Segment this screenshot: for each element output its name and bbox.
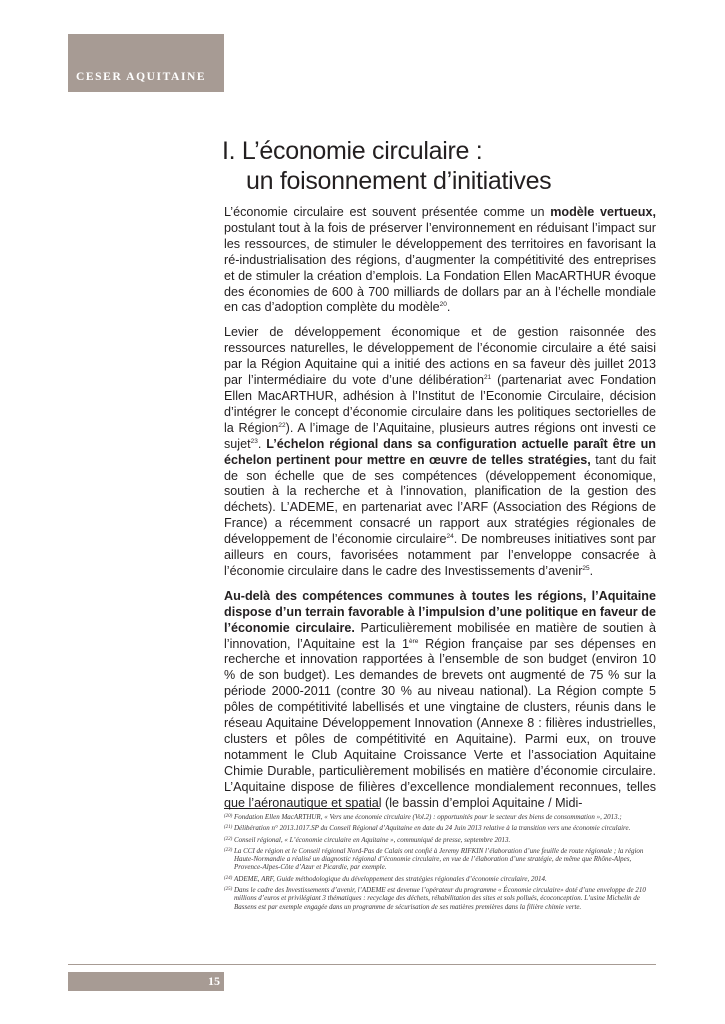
footnote-ref-21: 21 xyxy=(483,374,492,382)
footnote-25 xyxy=(224,886,656,911)
header-label: CESER AQUITAINE xyxy=(76,71,207,83)
p1-text-a: L’économie circulaire est souvent présentée comme un xyxy=(224,205,551,219)
p2-text-a: Levier de développement économique et de gestion raisonnée des ressources naturelles, le développement de l’économie circulaire a été saisi par la Région Aquitaine qui a initié des actions en sa faveur dès juillet 2013 par l’intermédiaire du vote d’une délibération xyxy=(224,325,656,388)
footnote-ref-20: 20 xyxy=(439,301,447,309)
footnote-22 xyxy=(224,836,656,844)
footnotes xyxy=(224,813,656,914)
footnote-text: ADEME, ARF, Guide méthodologique du développement des stratégies régionales d’économie circulaire, 2014. xyxy=(234,874,547,883)
paragraph-2 xyxy=(224,325,656,580)
p1-text-c: postulant tout à la fois de préserver l’environnement en réduisant l’impact sur les ressources, de stimuler le développement des territoires en favorisant la ré-industrialisation des régions, d’augmenter la compétitivité des entreprises et de stimuler la création d’emplois. La Fondation Ellen MacARTHUR évoque des économies de 600 à 700 milliards de dollars par an à l’échelle mondiale en cas d’adoption complète du modèle xyxy=(224,220,656,315)
p3-bold: Au-delà des compétences communes à toutes les régions, l’Aquitaine dispose d’un terrain favorable à l’impulsion d’une politique en faveur de l’économie circulaire. xyxy=(224,588,656,635)
footnote-text: Dans le cadre des Investissements d’avenir, l’ADEME est devenue l’opérateur du programme « Économie circulaire» doté d’une enveloppe de 210 millions d’euros et privilégiant 3 thématiques : recyclage des déchets, réhabilitation des sites et sols pollués, écoconception. L’usine Michelin de Bassens est par exemple engagée dans un programme de sécurisation de ses matières premières dans la filière chimie verte. xyxy=(234,886,646,911)
paragraph-3 xyxy=(224,589,656,812)
footnote-ref-24: 24 xyxy=(446,533,454,541)
footnote-20 xyxy=(224,813,656,821)
footnote-ref-22: 22 xyxy=(278,421,286,429)
title-line-1: I. L’économie circulaire : xyxy=(222,137,483,165)
footer-rule xyxy=(68,964,656,965)
footnote-23 xyxy=(224,847,656,872)
page-number: 15 xyxy=(208,974,220,988)
page-number-box xyxy=(68,972,224,991)
header-band xyxy=(68,34,224,92)
footnote-number: (20) xyxy=(224,814,233,819)
p2-bold: L’échelon régional dans sa configuration actuelle paraît être un échelon pertinent pour mettre en œuvre de telles stratégies, xyxy=(224,436,657,467)
p2-text-f: tant du fait de son échelle que de ses compétences (développement économique, soutien à la recherche et à l’innovation, planification de la gestion des déchets). L’ADEME, en partenariat avec l’ARF (Association des Régions de France) a récemment consacré un rapport aux stratégies régionales de développement de l’économie circulaire xyxy=(224,452,657,547)
footnote-text: La CCI de région et le Conseil régional Nord-Pas de Calais ont confié à Jeremy RIFKIN l’élaboration d’une feuille de route régionale ; la région Haute-Normandie a réalisé un diagnostic régional d’économie circulaire, en vue de l’élaboration d’une stratégie, de même que Rhône-Alpes, Provence-Alpes-Côte d’Azur et Picardie, par exemple. xyxy=(234,846,644,872)
section-title xyxy=(222,136,662,196)
footnote-text: Fondation Ellen MacARTHUR, « Vers une économie circulaire (Vol.2) : opportunités pour le secteur des biens de consommation », 2013.; xyxy=(234,813,622,821)
footnote-ref-25: 25 xyxy=(582,564,590,572)
p2-text-h: . xyxy=(589,563,594,578)
title-line-2: un foisonnement d’initiatives xyxy=(246,167,552,195)
body-text xyxy=(224,205,656,821)
footnote-number: (22) xyxy=(224,836,233,842)
p2-text-d: . xyxy=(257,436,267,451)
footnote-number: (25) xyxy=(224,887,233,893)
p2-text-g: . De nombreuses initiatives sont par ailleurs en cours, favorisées notamment par l’enveloppe consacrée à l’économie circulaire dans le cadre des Investissements d’avenir xyxy=(224,532,656,578)
ordinal-superscript: ère xyxy=(409,637,419,645)
p2-text-b: (partenariat avec Fondation Ellen MacARTHUR, adhésion à l’Institut de l’Economie Circulaire, décision d’intégrer le concept d’économie circulaire dans les politiques sectorielles de la Région xyxy=(224,373,656,435)
footnote-24 xyxy=(224,875,656,883)
paragraph-1 xyxy=(224,205,656,316)
footnote-number: (21) xyxy=(224,825,233,831)
p1-text-d: . xyxy=(446,300,451,315)
p1-bold: modèle vertueux, xyxy=(550,205,657,219)
footnote-ref-23: 23 xyxy=(250,437,258,445)
footnote-text: Délibération n° 2013.1017.SP du Conseil Régional d’Aquitaine en date du 24 Juin 2013 relative à la transition vers une économie circulaire. xyxy=(234,824,631,833)
p3-text-b: Particulièrement mobilisée en matière de soutien à l’innovation, l’Aquitaine est la 1 xyxy=(224,620,656,651)
footnote-number: (24) xyxy=(224,875,233,881)
footnote-21 xyxy=(224,824,656,832)
p3-text-c: Région française par ses dépenses en recherche et innovation rapportées à l’ensemble de son budget (environ 10 % de son budget). Les demandes de brevets ont augmenté de 75 % sur la période 2000-2011 (contre 30 % au niveau national). La Région compte 5 pôles de compétitivité labellisés et une vingtaine de clusters, réunis dans le réseau Aquitaine Développement Innovation (Annexe 8 : filières industrielles, clusters et pôles de compétitivité en Aquitaine). Parmi eux, on trouve notamment le Club Aquitaine Croissance Verte et l’association Aquitaine Chimie Durable, particulièrement mobilisés en matière d’économie circulaire. L’Aquitaine dispose de filières d’excellence mondialement reconnues, telles que l’aéronautique et spatial (le bassin d’emploi Aquitaine / Midi- xyxy=(224,636,656,810)
footnote-number: (23) xyxy=(224,847,233,853)
footnote-text: Conseil régional, « L’économie circulaire en Aquitaine », communiqué de presse, septembre 2013. xyxy=(234,835,511,844)
footnote-separator xyxy=(224,808,380,809)
p2-text-c: ). A l’image de l’Aquitaine, plusieurs autres régions ont investi ce sujet xyxy=(224,420,656,451)
